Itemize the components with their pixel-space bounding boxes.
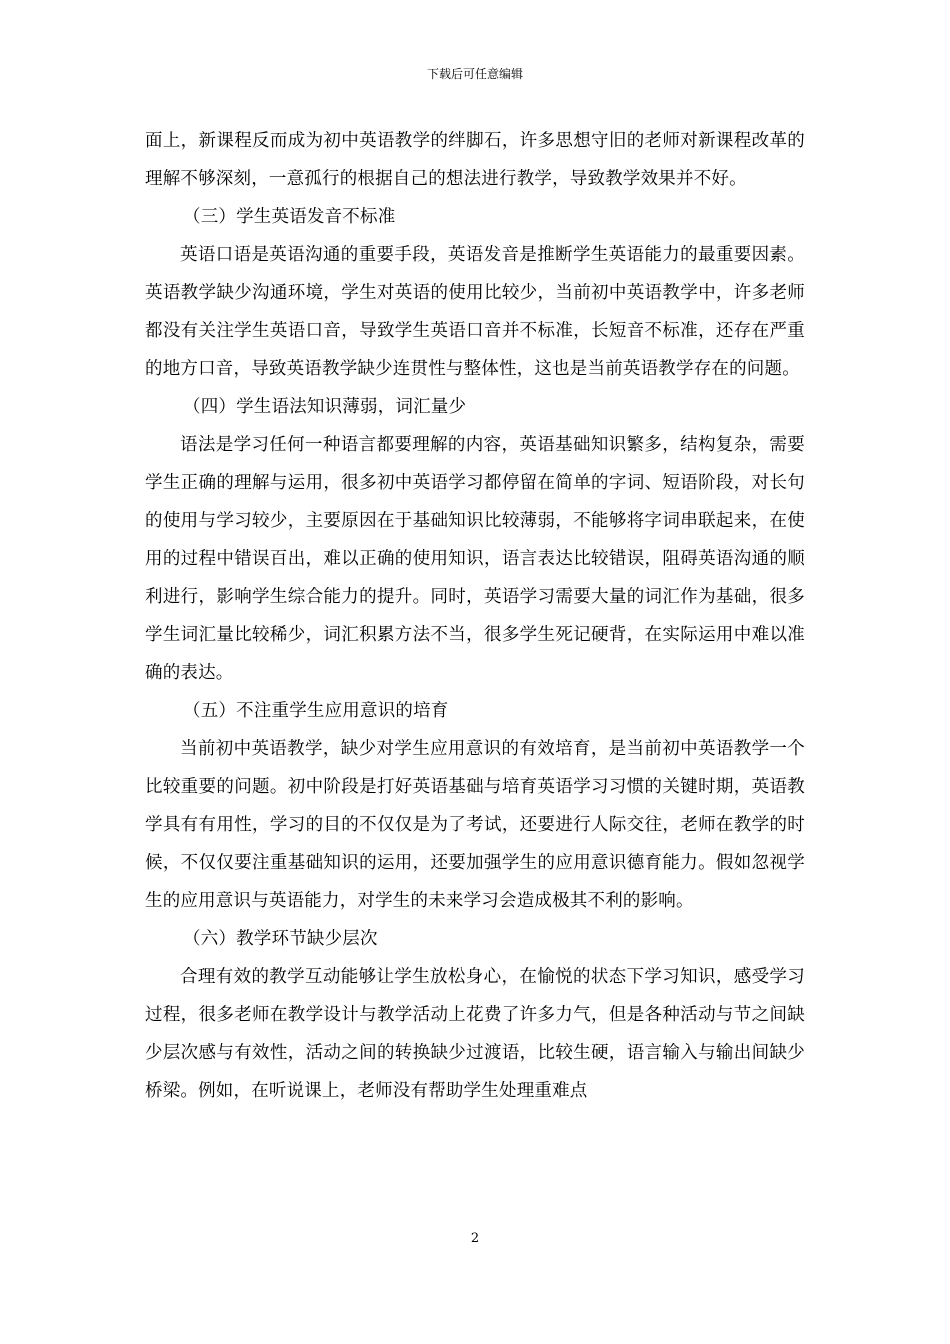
paragraph-application: 当前初中英语教学，缺少对学生应用意识的有效培育，是当前初中英语教学一个比较重要的问题。初中阶段是打好英语基础与培育英语学习习惯的关键时期，英语教学具有有用性，学习的目的不仅仅是为了考试，还要进行人际交往，老师在教学的时候，不仅仅要注重基础知识的运用，还要加强学生的应用意识德育能力。假如忽视学生的应用意识与英语能力，对学生的未来学习会造成极其不利的影响。 bbox=[145, 739, 805, 911]
paragraph-teaching-steps: 合理有效的教学互动能够让学生放松身心，在愉悦的状态下学习知识，感受学习过程，很多老师在教学设计与教学活动上花费了许多力气，但是各种活动与节之间缺少层次感与有效性，活动之间的转换缺少过渡语，比较生硬，语言输入与输出间缺少桥梁。例如，在听说课上，老师没有帮助学生处理重难点 bbox=[145, 967, 805, 1101]
section-heading-5: （五）不注重学生应用意识的培育 bbox=[183, 701, 449, 721]
page-header: 下载后可任意编辑 bbox=[426, 67, 523, 81]
paragraph-pronunciation: 英语口语是英语沟通的重要手段，英语发音是推断学生英语能力的最重要因素。英语教学缺少沟通环境，学生对英语的使用比较少，当前初中英语教学中，许多老师都没有关注学生英语口音，导致学生英语口音并不标准，长短音不标准，还存在严重的地方口音，导致英语教学缺少连贯性与整体性，这也是当前英语教学存在的问题。 bbox=[145, 245, 805, 379]
paragraph-grammar: 语法是学习任何一种语言都要理解的内容，英语基础知识繁多，结构复杂，需要学生正确的理解与运用，很多初中英语学习都停留在简单的字词、短语阶段，对长句的使用与学习较少，主要原因在于基础知识比较薄弱，不能够将字词串联起来，在使用的过程中错误百出，难以正确的使用知识，语言表达比较错误，阻碍英语沟通的顺利进行，影响学生综合能力的提升。同时，英语学习需要大量的词汇作为基础，很多学生词汇量比较稀少，词汇积累方法不当，很多学生死记硬背，在实际运用中难以准确的表达。 bbox=[145, 435, 805, 683]
page-number: 2 bbox=[470, 1231, 480, 1246]
paragraph-continued: 面上，新课程反而成为初中英语教学的绊脚石，许多思想守旧的老师对新课程改革的理解不够深刻，一意孤行的根据自己的想法进行教学，导致教学效果并不好。 bbox=[145, 131, 805, 189]
section-heading-3: （三）学生英语发音不标准 bbox=[183, 207, 396, 227]
section-heading-4: （四）学生语法知识薄弱，词汇量少 bbox=[183, 397, 467, 417]
document-body bbox=[145, 122, 805, 1110]
section-heading-6: （六）教学环节缺少层次 bbox=[183, 929, 378, 949]
